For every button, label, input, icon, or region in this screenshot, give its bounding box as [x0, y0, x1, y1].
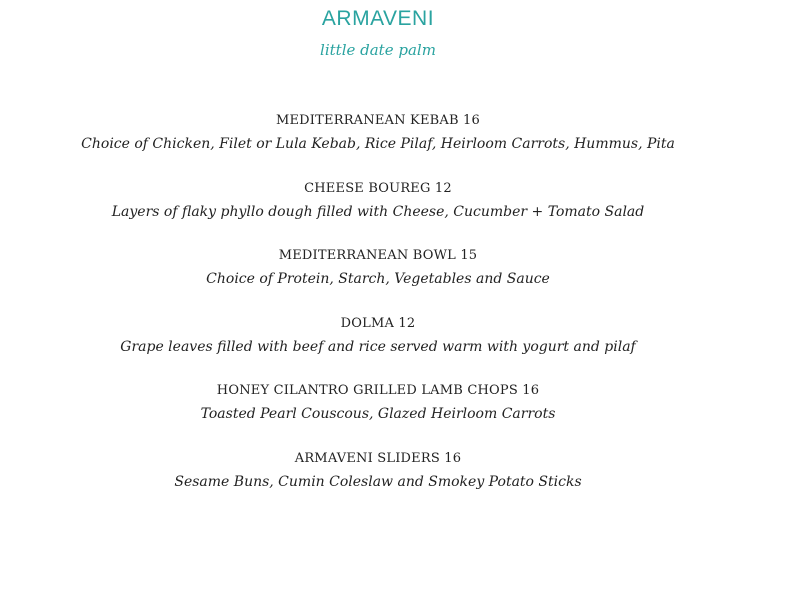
menu-item-description: Layers of flaky phyllo dough filled with Cheese, Cucumber + Tomato Salad [111, 203, 645, 220]
menu-item [0, 450, 756, 518]
menu-item-description: Sesame Buns, Cumin Coleslaw and Smokey Potato Sticks [174, 473, 582, 490]
menu-item-title: MEDITERRANEAN KEBAB 16 [275, 113, 480, 128]
menu-header [0, 6, 756, 60]
menu-item-title: MEDITERRANEAN BOWL 15 [278, 248, 478, 263]
menu-item [0, 180, 756, 248]
menu-item-title: ARMAVENI SLIDERS 16 [294, 450, 462, 466]
menu-item-description: Toasted Pearl Couscous, Glazed Heirloom Carrots [200, 406, 556, 422]
menu-item [0, 247, 756, 315]
menu-item-description: Choice of Chicken, Filet or Lula Kebab, Rice Pilaf, Heirloom Carrots, Hummus, Pita [81, 136, 675, 152]
menu-item-description: Grape leaves filled with beef and rice served warm with yogurt and pilaf [120, 338, 636, 355]
menu-item [0, 112, 756, 180]
menu-item [0, 382, 756, 450]
menu-item-title: DOLMA 12 [340, 315, 416, 331]
brand-tagline: little date palm [320, 41, 436, 59]
menu-items [0, 112, 756, 517]
menu-item-description: Choice of Protein, Starch, Vegetables and Sauce [206, 271, 550, 287]
menu-item-title: CHEESE BOUREG 12 [304, 180, 452, 196]
brand-title: ARMAVENI [321, 7, 435, 30]
menu-item [0, 315, 756, 383]
menu-item-title: HONEY CILANTRO GRILLED LAMB CHOPS 16 [216, 383, 540, 398]
